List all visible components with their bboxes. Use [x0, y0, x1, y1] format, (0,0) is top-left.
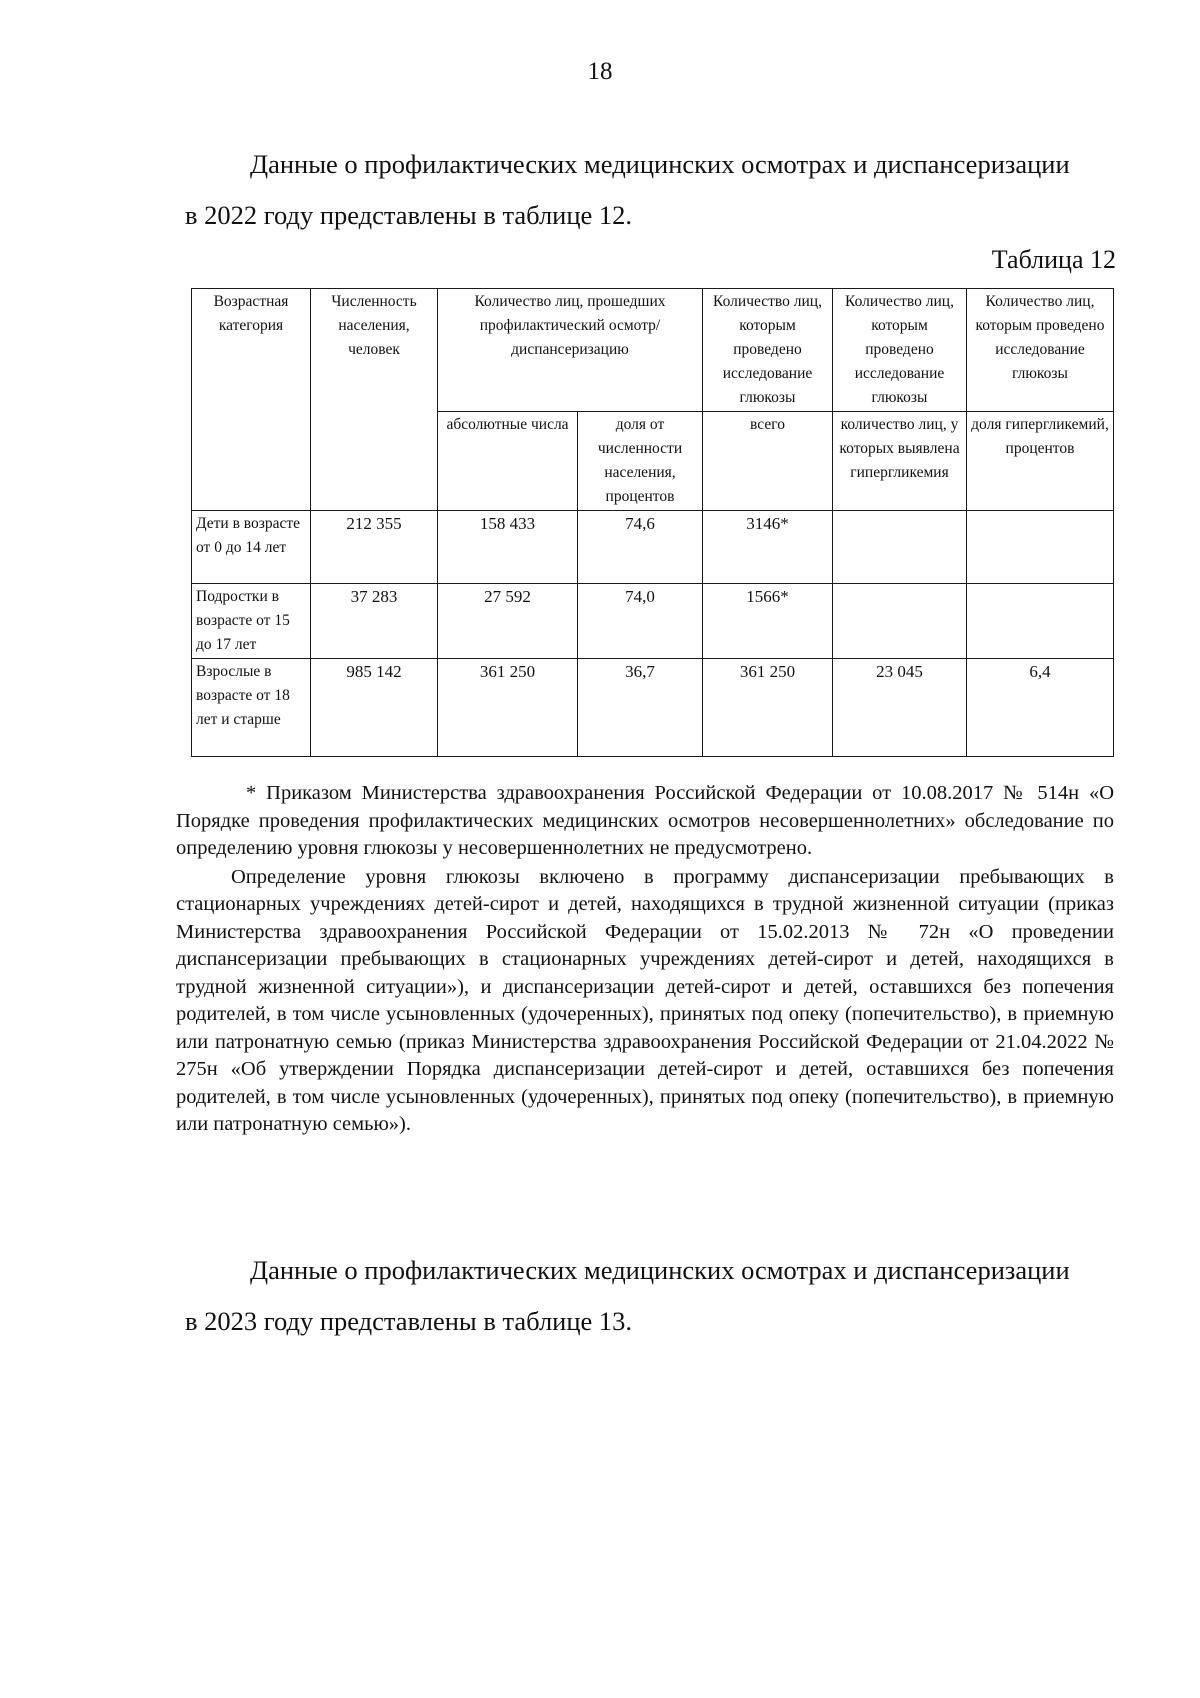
- row-share: 74,0: [578, 584, 703, 659]
- row-hyper-count: 23 045: [833, 659, 967, 757]
- intro-paragraph-2023: [185, 1245, 1115, 1347]
- row-category: Подростки в возрасте от 15 до 17 лет: [192, 584, 311, 659]
- row-hyper-share: [967, 584, 1114, 659]
- glucose-program-paragraph: Определение уровня глюкозы включено в программу диспансеризации пребывающих в стационарных учреждениях детей-сирот и детей, находящихся в трудной жизненной ситуации (приказ Министерства здравоохранения Российской Федерации от 15.02.2013 № 72н «О проведении диспансеризации пребывающих в стационарных учреждениях детей-сирот и детей, находящихся в трудной жизненной ситуации»), и диспансеризации детей-сирот и детей, оставшихся без попечения родителей, в том числе усыновленных (удочеренных), принятых под опеку (попечительство), в приемную или патронатную семью (приказ Министерства здравоохранения Российской Федерации от 21.04.2022 № 275н «Об утверждении Порядка диспансеризации детей-сирот и детей, оставшихся без попечения родителей, в том числе усыновленных (удочеренных), принятых под опеку (попечительство), в приемную или патронатную семью»).: [176, 865, 1114, 1135]
- row-population: 985 142: [311, 659, 438, 757]
- header-glucose-tested-count: Количество лиц, которым проведено исследование глюкозы: [833, 289, 967, 412]
- header-category: Возрастная категория: [192, 289, 311, 511]
- row-hyper-share: [967, 511, 1114, 584]
- table-row: [192, 511, 1114, 584]
- header-total: всего: [703, 412, 833, 511]
- row-total: 361 250: [703, 659, 833, 757]
- row-hyper-share: 6,4: [967, 659, 1114, 757]
- page-number: 18: [587, 58, 613, 85]
- header-glucose-tested: Количество лиц, которым проведено исследование глюкозы: [703, 289, 833, 412]
- intro-2022-line1: Данные о профилактических медицинских осмотрах и диспансеризации: [250, 149, 1070, 179]
- row-population: 212 355: [311, 511, 438, 584]
- header-hyperglycemia-count: количество лиц, у которых выявлена гипергликемия: [833, 412, 967, 511]
- data-table: [191, 288, 1114, 757]
- footnote-paragraph: * Приказом Министерства здравоохранения Российской Федерации от 10.08.2017 № 514н «О Порядке проведения профилактических медицинских осмотров несовершеннолетних» обследование по определению уровня глюкозы у несовершеннолетних не предусмотрено.: [176, 782, 1114, 859]
- row-hyper-count: [833, 584, 967, 659]
- row-absolute: 361 250: [438, 659, 578, 757]
- header-share-population: доля от численности населения, процентов: [578, 412, 703, 511]
- table-header-row: [192, 289, 1114, 412]
- row-category: Взрослые в возрасте от 18 лет и старше: [192, 659, 311, 757]
- row-total: 1566*: [703, 584, 833, 659]
- row-absolute: 27 592: [438, 584, 578, 659]
- header-population: Численность населения, человек: [311, 289, 438, 511]
- intro-2023-line1: Данные о профилактических медицинских осмотрах и диспансеризации: [250, 1255, 1070, 1285]
- footnote-block: [176, 780, 1114, 1139]
- row-share: 74,6: [578, 511, 703, 584]
- header-hyperglycemia-share: доля гипергликемий, процентов: [967, 412, 1114, 511]
- row-total: 3146*: [703, 511, 833, 584]
- table-label: Таблица 12: [991, 245, 1116, 274]
- intro-paragraph-2022: [185, 139, 1115, 241]
- row-hyper-count: [833, 511, 967, 584]
- row-population: 37 283: [311, 584, 438, 659]
- intro-2023-line2: в 2023 году представлены в таблице 13.: [185, 1306, 633, 1336]
- header-examined: Количество лиц, прошедших профилактический осмотр/ диспансеризацию: [438, 289, 703, 412]
- row-absolute: 158 433: [438, 511, 578, 584]
- row-share: 36,7: [578, 659, 703, 757]
- header-glucose-tested-share: Количество лиц, которым проведено исследование глюкозы: [967, 289, 1114, 412]
- table-row: [192, 584, 1114, 659]
- intro-2022-line2: в 2022 году представлены в таблице 12.: [185, 200, 633, 230]
- header-absolute: абсолютные числа: [438, 412, 578, 511]
- row-category: Дети в возрасте от 0 до 14 лет: [192, 511, 311, 584]
- table-row: [192, 659, 1114, 757]
